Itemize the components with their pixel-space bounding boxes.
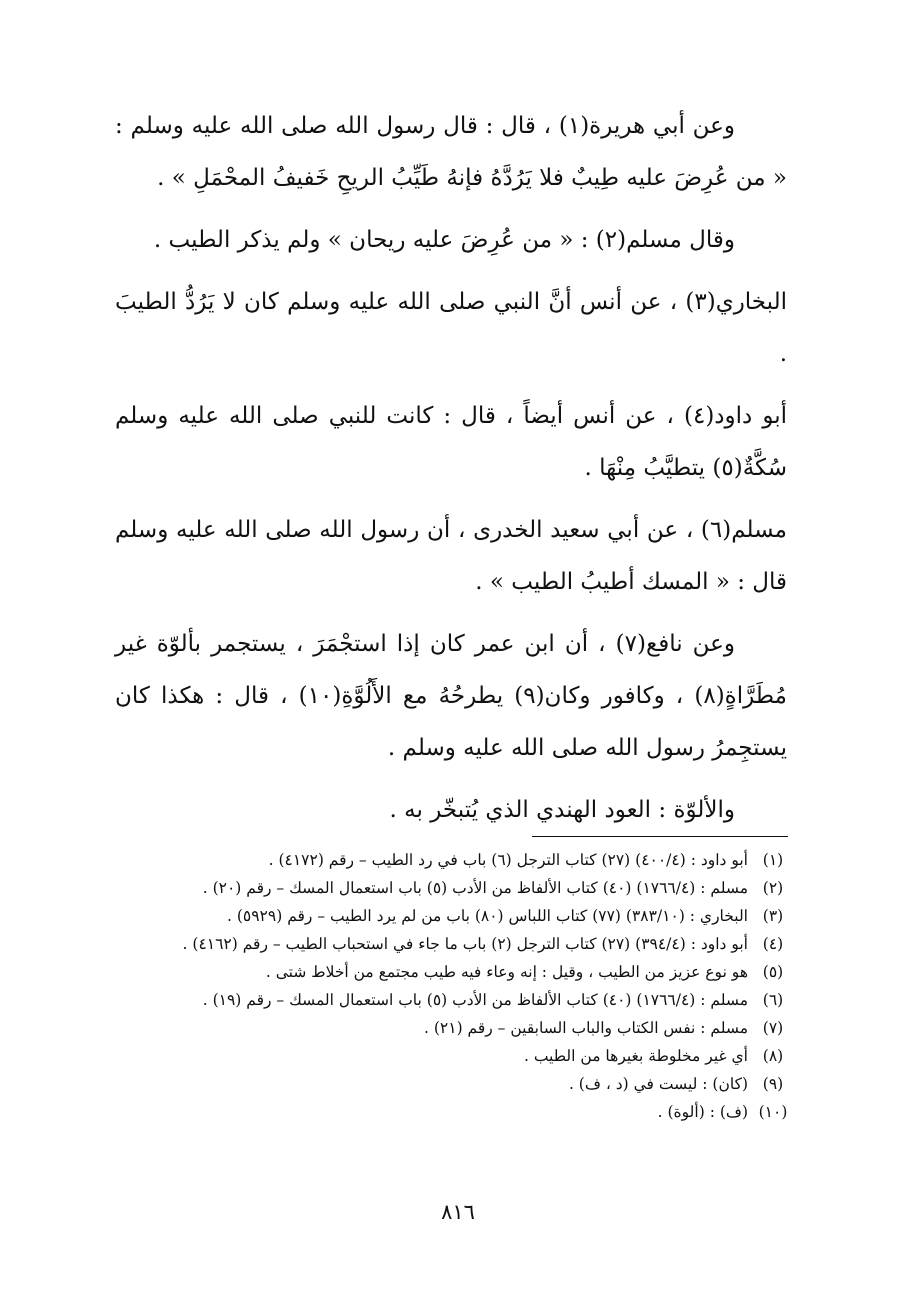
paragraph-bukhari: البخاري(٣) ، عن أنس أنَّ النبي صلى الله عليه وسلم كان لا يَرُدُّ الطيبَ .	[115, 289, 787, 367]
paragraph-aluwwa-definition: والألوّة : العود الهندي الذي يُتبخّر به .	[389, 797, 735, 823]
footnote-number: (٢)	[762, 879, 784, 897]
main-text	[115, 100, 787, 846]
footnote-number: (٥)	[762, 963, 784, 981]
footnote	[88, 846, 798, 874]
footnote-number: (٨)	[762, 1047, 784, 1065]
footnote-text: أي غير مخلوطة بغيرها من الطيب .	[523, 1047, 748, 1065]
footnote-text: أبو داود : (٤٠٠/٤) (٢٧) كتاب الترجل (٦) باب في رد الطيب – رقم (٤١٧٢) .	[268, 851, 748, 869]
footnote	[88, 1014, 798, 1042]
paragraph-abu-dawud: أبو داود(٤) ، عن أنس أيضاً ، قال : كانت للنبي صلى الله عليه وسلم سُكَّةٌ(٥) يتطيَّبُ مِنْهَا .	[115, 403, 787, 481]
footnote-number: (١٠)	[758, 1103, 788, 1121]
footnote	[88, 958, 798, 986]
footnote-text: (كان) : ليست في (د ، ف) .	[568, 1075, 748, 1093]
footnote	[88, 902, 798, 930]
footnote-separator	[532, 836, 788, 837]
footnote-text: (ف) : (ألوة) .	[657, 1103, 748, 1121]
footnote	[88, 1042, 798, 1070]
page-number: ٨١٦	[441, 1200, 475, 1224]
footnote-text: أبو داود : (٣٩٤/٤) (٢٧) كتاب الترجل (٢) باب ما جاء في استحباب الطيب – رقم (٤١٦٢) .	[182, 935, 748, 953]
footnote-text: هو نوع عزيز من الطيب ، وقيل : إنه وعاء فيه طيب مجتمع من أخلاط شتى .	[265, 963, 748, 981]
footnote-text: البخاري : (٣٨٣/١٠) (٧٧) كتاب اللباس (٨٠) باب من لم يرد الطيب – رقم (٥٩٢٩) .	[227, 907, 748, 925]
footnotes	[88, 846, 798, 1126]
paragraph-muslim-musk: مسلم(٦) ، عن أبي سعيد الخدرى ، أن رسول الله صلى الله عليه وسلم قال : « المسك أطيبُ الطيب » .	[115, 517, 787, 595]
paragraph-abu-hurayra: وعن أبي هريرة(١) ، قال : قال رسول الله صلى الله عليه وسلم : « من عُرِضَ عليه طِيبٌ فلا يَرُدَّهُ فإنهُ طَيِّبُ الريحِ خَفيفُ المحْمَلِ » .	[115, 113, 787, 191]
footnote-number: (٧)	[762, 1019, 784, 1037]
footnote	[88, 986, 798, 1014]
footnote	[88, 1098, 798, 1126]
paragraph-muslim-rayhan: وقال مسلم(٢) : « من عُرِضَ عليه ريحان » ولم يذكر الطيب .	[153, 227, 735, 253]
footnote-text: مسلم : (١٧٦٦/٤) (٤٠) كتاب الألفاظ من الأدب (٥) باب استعمال المسك – رقم (٢٠) .	[202, 879, 748, 897]
footnote-text: مسلم : (١٧٦٦/٤) (٤٠) كتاب الألفاظ من الأدب (٥) باب استعمال المسك – رقم (١٩) .	[202, 991, 748, 1009]
footnote-number: (٩)	[762, 1075, 784, 1093]
footnote	[88, 930, 798, 958]
paragraph-nafi: وعن نافع(٧) ، أن ابن عمر كان إذا استجْمَرَ ، يستجمر بألوّة غير مُطَرَّاةٍ(٨) ، وكافور وكان(٩) يطرحُهُ مع الأَلُوَّةِ(١٠) ، قال : هكذا كان يستجِمرُ رسول الله صلى الله عليه وسلم .	[115, 631, 787, 761]
footnote-text: مسلم : نفس الكتاب والباب السابقين – رقم (٢١) .	[424, 1019, 748, 1037]
footnote-number: (١)	[762, 851, 784, 869]
footnote	[88, 1070, 798, 1098]
footnote-number: (٤)	[762, 935, 784, 953]
footnote-number: (٣)	[762, 907, 784, 925]
footnote	[88, 874, 798, 902]
footnote-number: (٦)	[762, 991, 784, 1009]
